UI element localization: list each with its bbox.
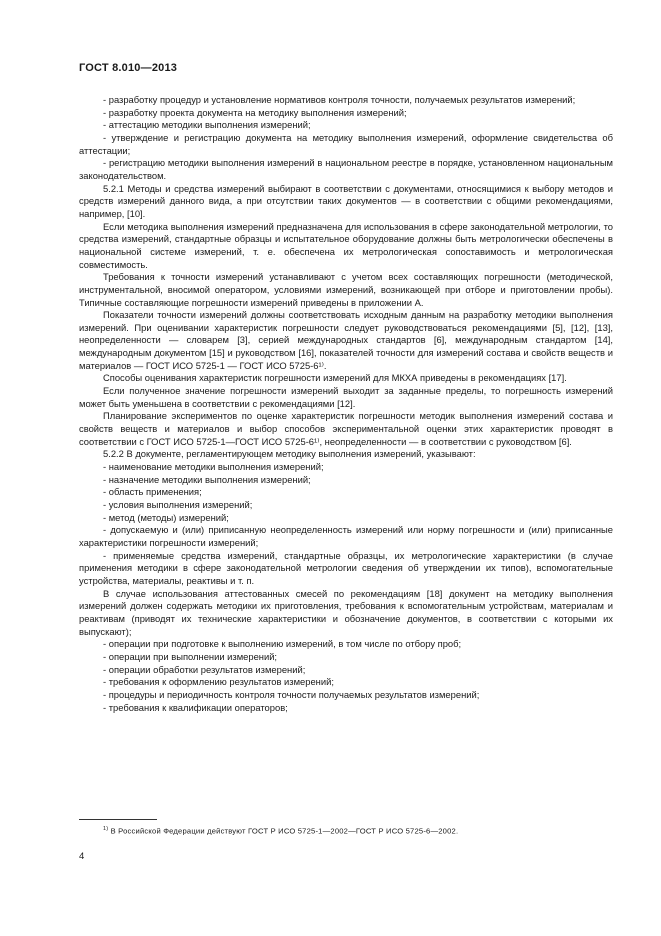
paragraph: - область применения; [103,486,202,498]
paragraph: - регистрацию методики выполнения измерений в национальном реестре в порядке, установленном национальным законодательством. [79,157,613,181]
paragraph: - назначение методики выполнения измерений; [103,473,311,485]
paragraph: Способы оценивания характеристик погрешности измерений для МКХА приведены в рекомендациях [17]. [103,372,567,384]
paragraph: - наименование методики выполнения измерений; [103,461,324,473]
paragraph: Если методика выполнения измерений предназначена для использования в сфере законодательной метрологии, то средства измерений, стандартные образцы и испытательное оборудование должны быть метрологически обеспечены в национальной системе измерений, т. е. обеспечена их метрологическая сопоставимость и метрологическая совместимость. [79,220,613,270]
paragraph: - аттестацию методики выполнения измерений; [103,119,311,131]
paragraph: - операции при подготовке к выполнению измерений, в том числе по отбору проб; [103,638,462,650]
paragraph: - разработку проекта документа на методику выполнения измерений; [103,106,407,118]
footnote [103,826,458,836]
paragraph: Показатели точности измерений должны соответствовать исходным данным на разработку методики выполнения измерений. При оценивании характеристик погрешности следует руководствоваться рекомендациями [5], [12], [13], неопределенности — словарем [3], серией международных стандартов [6], международным стандартом [14], международным документом [15] и руководством [16], показателей точности для измерений состава и свойств веществ и материалов — ГОСТ ИСО 5725-1 — ГОСТ ИСО 5725-6¹⁾. [79,309,613,371]
paragraph: - применяемые средства измерений, стандартные образцы, их метрологические характеристики (в случае применения методики в сфере законодательной метрологии сведения об утверждении их типов), вспомогательные устройства, материалы, реактивы и т. п. [79,549,613,586]
paragraph: - метод (методы) измерений; [103,511,229,523]
paragraph: Требования к точности измерений устанавливают с учетом всех составляющих погрешности (методической, инструментальной, вносимой оператором, условиями измерений, возникающей при отборе и приготовлении пробы). Типичные составляющие погрешности измерений приведены в приложении А. [79,271,613,308]
footnote-text: В Российской Федерации действуют ГОСТ Р ИСО 5725-1—2002—ГОСТ Р ИСО 5725-6—2002. [110,826,459,836]
paragraph: - утверждение и регистрацию документа на методику выполнения измерений, оформление свидетельства об аттестации; [79,131,613,156]
page-header-standard-number: ГОСТ 8.010—2013 [79,62,178,74]
paragraph: - операции обработки результатов измерений; [103,663,306,675]
paragraph: - требования к квалификации операторов; [103,701,288,713]
footnote-marker: 1) [103,826,109,832]
paragraph: Планирование экспериментов по оценке характеристик погрешности методик выполнения измерений состава и свойств веществ и материалов и выбор способов экспериментальной оценки этих характеристик проводят в соответствии с ГОСТ ИСО 5725-1—ГОСТ ИСО 5725-6¹⁾, неопределенности — в соответствии с руководством [6]. [79,410,613,447]
paragraph: Если полученное значение погрешности измерений выходит за заданные пределы, то погрешность измерений может быть уменьшена в соответствии с рекомендациями [12]. [79,385,613,409]
paragraph: - условия выполнения измерений; [103,499,253,510]
paragraph: - разработку процедур и установление нормативов контроля точности, получаемых результатов измерений; [103,94,576,105]
paragraph: В случае использования аттестованных смесей по рекомендациям [18] документ на методику выполнения измерений должен содержать методики их приготовления, требования к вспомогательным устройствам, материалам и реактивам (приводят их технические характеристики и обозначение документов, в соответствии с которыми их выпускают); [79,587,613,637]
paragraph: 5.2.2 В документе, регламентирующем методику выполнения измерений, указывают: [103,448,476,460]
paragraph: - требования к оформлению результатов измерений; [103,676,334,688]
paragraph: - процедуры и периодичность контроля точности получаемых результатов измерений; [103,688,480,700]
footnote-divider [79,819,157,820]
paragraph: - операции при выполнении измерений; [103,650,278,662]
paragraph: - допускаемую и (или) приписанную неопределенность измерений или норму погрешности и (или) приписанные характеристики погрешности измерений; [79,524,613,548]
page-number: 4 [79,851,85,862]
body-text [79,94,613,714]
paragraph: 5.2.1 Методы и средства измерений выбирают в соответствии с документами, относящимися к выбору методов и средств измерений данного вида, а при отсутствии таких документов — в соответствии с общими рекомендациями, например, [10]. [79,182,613,219]
